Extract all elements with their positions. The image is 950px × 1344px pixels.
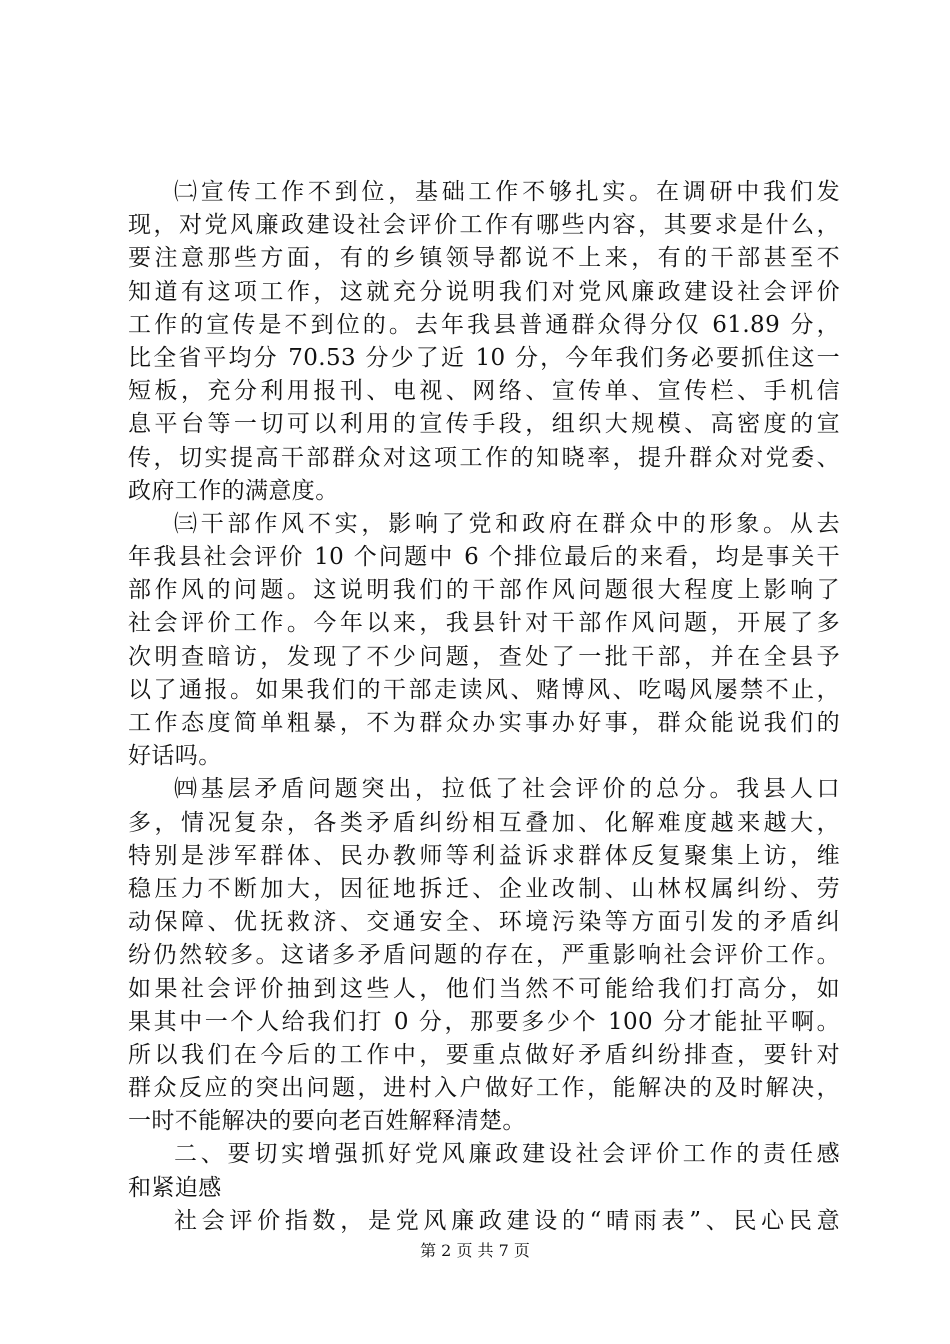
text-line: 特别是涉军群体、民办教师等利益诉求群体反复聚集上访，维 <box>128 842 840 869</box>
text-line: ㈣基层矛盾问题突出，拉低了社会评价的总分。我县人口 <box>174 776 840 803</box>
text-line: ㈡宣传工作不到位，基础工作不够扎实。在调研中我们发 <box>174 179 840 205</box>
text-line: 多，情况复杂，各类矛盾纠纷相互叠加、化解难度越来越大， <box>128 809 840 836</box>
text-line: 所以我们在今后的工作中，要重点做好矛盾纠纷排查，要针对 <box>128 1041 840 1068</box>
text-line: 好话吗。 <box>128 743 222 770</box>
text-line: 政府工作的满意度。 <box>128 477 339 504</box>
text-line: 息平台等一切可以利用的宣传手段，组织大规模、高密度的宣 <box>128 411 840 438</box>
text-line: 短板，充分利用报刊、电视、网络、宣传单、宣传栏、手机信 <box>128 378 840 405</box>
document-body <box>128 176 840 1238</box>
page-footer: 第 2 页 共 7 页 <box>420 1241 530 1260</box>
text-line: 稳压力不断加大，因征地拆迁、企业改制、山林权属纠纷、劳 <box>128 875 840 902</box>
text-line: 纷仍然较多。这诸多矛盾问题的存在，严重影响社会评价工作。 <box>128 942 840 969</box>
text-line: 果其中一个人给我们打 0 分，那要多少个 100 分才能扯平啊。 <box>128 1008 840 1035</box>
text-line: 群众反应的突出问题，进村入户做好工作，能解决的及时解决， <box>128 1075 840 1102</box>
text-line: 要注意那些方面，有的乡镇领导都说不上来，有的干部甚至不 <box>128 245 840 272</box>
text-line: 工作的宣传是不到位的。去年我县普通群众得分仅 61.89 分， <box>128 311 840 338</box>
text-line: 社会评价工作。今年以来，我县针对干部作风问题，开展了多 <box>128 610 840 637</box>
text-line: 传，切实提高干部群众对这项工作的知晓率，提升群众对党委、 <box>128 444 840 471</box>
text-line: 比全省平均分 70.53 分少了近 10 分，今年我们务必要抓住这一 <box>128 344 840 371</box>
text-line: 年我县社会评价 10 个问题中 6 个排位最后的来看，均是事关干 <box>128 544 840 571</box>
text-line: 现，对党风廉政建设社会评价工作有哪些内容，其要求是什么， <box>128 212 840 239</box>
text-line: 和紧迫感 <box>128 1174 222 1201</box>
text-line: 动保障、优抚救济、交通安全、环境污染等方面引发的矛盾纠 <box>128 909 840 936</box>
text-line: 二、要切实增强抓好党风廉政建设社会评价工作的责任感 <box>174 1141 840 1168</box>
text-line: 一时不能解决的要向老百姓解释清楚。 <box>128 1108 526 1135</box>
text-line: 社会评价指数，是党风廉政建设的“晴雨表”、民心民意 <box>174 1207 840 1234</box>
text-line: 以了通报。如果我们的干部走读风、赌博风、吃喝风屡禁不止， <box>128 676 840 703</box>
text-line: 知道有这项工作，这就充分说明我们对党风廉政建设社会评价 <box>128 278 840 305</box>
text-line: 部作风的问题。这说明我们的干部作风问题很大程度上影响了 <box>128 577 840 604</box>
text-line: 次明查暗访，发现了不少问题，查处了一批干部，并在全县予 <box>128 643 840 670</box>
text-line: 工作态度简单粗暴，不为群众办实事办好事，群众能说我们的 <box>128 710 840 736</box>
text-line: ㈢干部作风不实，影响了党和政府在群众中的形象。从去 <box>174 510 840 537</box>
text-line: 如果社会评价抽到这些人，他们当然不可能给我们打高分，如 <box>128 975 840 1002</box>
